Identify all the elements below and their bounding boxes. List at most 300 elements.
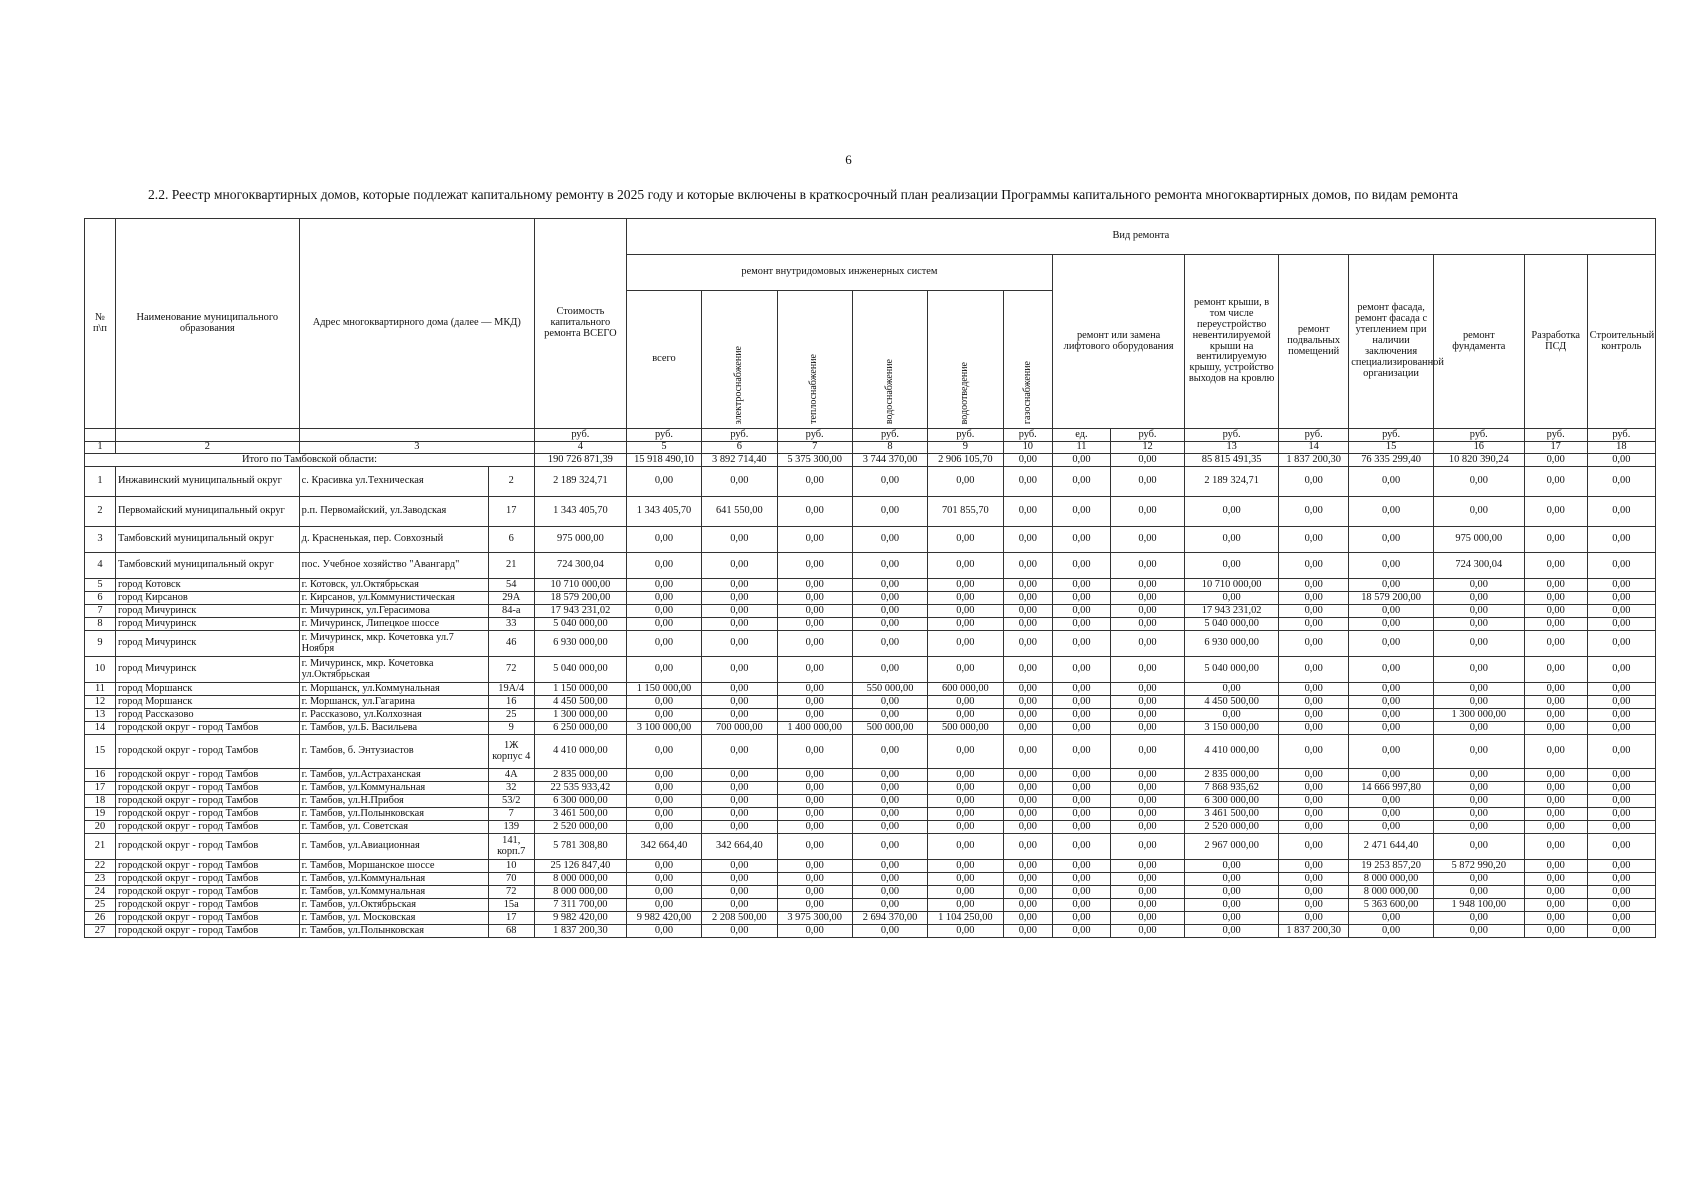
- value-cell: 0,00: [1524, 709, 1587, 722]
- row-number: 27: [85, 925, 116, 938]
- table-row: [85, 782, 1656, 795]
- unit-label: руб.: [534, 429, 626, 442]
- value-cell: 0,00: [1185, 683, 1279, 696]
- value-cell: 0,00: [1587, 899, 1655, 912]
- house-number-cell: 2: [488, 467, 534, 497]
- value-cell: 9 982 420,00: [626, 912, 701, 925]
- row-number: 2: [85, 497, 116, 527]
- value-cell: 0,00: [1003, 769, 1053, 782]
- table-row: [85, 709, 1656, 722]
- value-cell: 0,00: [1110, 579, 1184, 592]
- address-cell: г. Мичуринск, ул.Герасимова: [299, 605, 488, 618]
- municipality-cell: Тамбовский муниципальный округ: [115, 527, 299, 553]
- value-cell: 0,00: [1587, 808, 1655, 821]
- value-cell: 0,00: [702, 709, 777, 722]
- value-cell: 0,00: [626, 735, 701, 769]
- row-number: 10: [85, 657, 116, 683]
- municipality-cell: городской округ - город Тамбов: [115, 735, 299, 769]
- header-facade: ремонт фасада, ремонт фасада с утеплением при наличии заключения специализированной организации: [1349, 255, 1434, 429]
- registry-table: [84, 218, 1656, 938]
- value-cell: 0,00: [1349, 912, 1434, 925]
- municipality-cell: Первомайский муниципальный округ: [115, 497, 299, 527]
- value-cell: 0,00: [928, 808, 1003, 821]
- house-number-cell: 17: [488, 497, 534, 527]
- table-row: [85, 657, 1656, 683]
- municipality-cell: Инжавинский муниципальный округ: [115, 467, 299, 497]
- value-cell: 0,00: [777, 808, 852, 821]
- value-cell: 0,00: [928, 592, 1003, 605]
- value-cell: 0,00: [928, 618, 1003, 631]
- value-cell: 0,00: [1110, 782, 1184, 795]
- row-number: 13: [85, 709, 116, 722]
- value-cell: 0,00: [1349, 618, 1434, 631]
- unit-label: руб.: [1349, 429, 1434, 442]
- value-cell: 0,00: [626, 709, 701, 722]
- value-cell: 0,00: [1279, 618, 1349, 631]
- column-number: 10: [1003, 442, 1053, 454]
- value-cell: 0,00: [1349, 657, 1434, 683]
- value-cell: 0,00: [1587, 527, 1655, 553]
- header-lift: ремонт или замена лифтового оборудования: [1053, 255, 1185, 429]
- unit-label: руб.: [852, 429, 927, 442]
- row-number: 19: [85, 808, 116, 821]
- column-number: 6: [702, 442, 777, 454]
- municipality-cell: город Мичуринск: [115, 605, 299, 618]
- value-cell: 0,00: [1349, 769, 1434, 782]
- municipality-cell: город Мичуринск: [115, 618, 299, 631]
- value-cell: 0,00: [1110, 860, 1184, 873]
- total-value: 15 918 490,10: [626, 454, 701, 467]
- value-cell: 0,00: [1433, 579, 1524, 592]
- value-cell: 4 410 000,00: [1185, 735, 1279, 769]
- value-cell: 0,00: [1349, 795, 1434, 808]
- value-cell: 0,00: [852, 592, 927, 605]
- value-cell: 0,00: [1279, 873, 1349, 886]
- address-cell: г. Тамбов, ул.Полынковская: [299, 808, 488, 821]
- unit-label: руб.: [1279, 429, 1349, 442]
- row-number: 20: [85, 821, 116, 834]
- value-cell: 6 930 000,00: [534, 631, 626, 657]
- house-number-cell: 1Ж корпус 4: [488, 735, 534, 769]
- value-cell: 0,00: [1185, 592, 1279, 605]
- value-cell: 0,00: [928, 709, 1003, 722]
- value-cell: 0,00: [1110, 925, 1184, 938]
- value-cell: 0,00: [1003, 886, 1053, 899]
- units-row: [85, 429, 1656, 442]
- value-cell: 0,00: [1524, 618, 1587, 631]
- total-value: 0,00: [1587, 454, 1655, 467]
- header-electro: электроснабжение: [702, 291, 777, 429]
- value-cell: 2 189 324,71: [1185, 467, 1279, 497]
- value-cell: 0,00: [626, 618, 701, 631]
- value-cell: 700 000,00: [702, 722, 777, 735]
- value-cell: 0,00: [1349, 709, 1434, 722]
- total-value: 76 335 299,40: [1349, 454, 1434, 467]
- value-cell: 0,00: [1003, 860, 1053, 873]
- row-number: 15: [85, 735, 116, 769]
- value-cell: 0,00: [1587, 631, 1655, 657]
- value-cell: 0,00: [1433, 795, 1524, 808]
- row-number: 5: [85, 579, 116, 592]
- total-value: 3 744 370,00: [852, 454, 927, 467]
- value-cell: 0,00: [1587, 553, 1655, 579]
- column-number: 11: [1053, 442, 1111, 454]
- table-row: [85, 886, 1656, 899]
- value-cell: 0,00: [1349, 497, 1434, 527]
- value-cell: 0,00: [852, 782, 927, 795]
- header-basement: ремонт подвальных помещений: [1279, 255, 1349, 429]
- total-value: 0,00: [1053, 454, 1111, 467]
- unit-label: руб.: [626, 429, 701, 442]
- total-value: 0,00: [1003, 454, 1053, 467]
- value-cell: 0,00: [1003, 821, 1053, 834]
- value-cell: 0,00: [777, 782, 852, 795]
- value-cell: 4 410 000,00: [534, 735, 626, 769]
- value-cell: 0,00: [1524, 899, 1587, 912]
- header-drain: водоотведение: [928, 291, 1003, 429]
- value-cell: 0,00: [626, 925, 701, 938]
- value-cell: 0,00: [1110, 709, 1184, 722]
- value-cell: 0,00: [626, 657, 701, 683]
- value-cell: 1 837 200,30: [1279, 925, 1349, 938]
- value-cell: 0,00: [1003, 605, 1053, 618]
- value-cell: 0,00: [1053, 497, 1111, 527]
- value-cell: 0,00: [1524, 886, 1587, 899]
- address-cell: г. Тамбов, ул.Авиационная: [299, 834, 488, 860]
- value-cell: 0,00: [1433, 834, 1524, 860]
- row-number: 1: [85, 467, 116, 497]
- value-cell: 0,00: [1053, 709, 1111, 722]
- value-cell: 0,00: [1053, 808, 1111, 821]
- value-cell: 3 461 500,00: [534, 808, 626, 821]
- value-cell: 0,00: [1433, 821, 1524, 834]
- column-number: 13: [1185, 442, 1279, 454]
- value-cell: 0,00: [852, 886, 927, 899]
- value-cell: 0,00: [1279, 795, 1349, 808]
- value-cell: 0,00: [1349, 821, 1434, 834]
- total-row: [85, 454, 1656, 467]
- value-cell: 0,00: [1433, 605, 1524, 618]
- value-cell: 8 000 000,00: [534, 873, 626, 886]
- value-cell: 0,00: [852, 899, 927, 912]
- value-cell: 0,00: [1587, 657, 1655, 683]
- column-numbers-row: [85, 442, 1656, 454]
- value-cell: 0,00: [1587, 782, 1655, 795]
- value-cell: 0,00: [1587, 769, 1655, 782]
- row-number: 4: [85, 553, 116, 579]
- value-cell: 0,00: [777, 769, 852, 782]
- municipality-cell: городской округ - город Тамбов: [115, 860, 299, 873]
- address-cell: р.п. Первомайский, ул.Заводская: [299, 497, 488, 527]
- value-cell: 0,00: [1003, 735, 1053, 769]
- value-cell: 0,00: [852, 631, 927, 657]
- value-cell: 0,00: [1279, 769, 1349, 782]
- value-cell: 0,00: [1279, 467, 1349, 497]
- value-cell: 0,00: [852, 735, 927, 769]
- value-cell: 0,00: [702, 899, 777, 912]
- value-cell: 0,00: [1524, 553, 1587, 579]
- value-cell: 0,00: [777, 925, 852, 938]
- table-row: [85, 631, 1656, 657]
- house-number-cell: 17: [488, 912, 534, 925]
- value-cell: 0,00: [702, 527, 777, 553]
- value-cell: 0,00: [702, 873, 777, 886]
- house-number-cell: 10: [488, 860, 534, 873]
- value-cell: 0,00: [1279, 735, 1349, 769]
- value-cell: 0,00: [1279, 709, 1349, 722]
- value-cell: 0,00: [852, 467, 927, 497]
- value-cell: 0,00: [1110, 808, 1184, 821]
- header-address: Адрес многоквартирного дома (далее — МКД): [299, 219, 534, 429]
- value-cell: 342 664,40: [626, 834, 701, 860]
- address-cell: г. Тамбов, ул.Коммунальная: [299, 782, 488, 795]
- value-cell: 0,00: [1349, 808, 1434, 821]
- value-cell: 0,00: [626, 899, 701, 912]
- value-cell: 0,00: [1587, 886, 1655, 899]
- value-cell: 0,00: [1053, 696, 1111, 709]
- value-cell: 0,00: [626, 821, 701, 834]
- value-cell: 0,00: [1110, 886, 1184, 899]
- address-cell: пос. Учебное хозяйство "Авангард": [299, 553, 488, 579]
- value-cell: 0,00: [1110, 618, 1184, 631]
- municipality-cell: городской округ - город Тамбов: [115, 769, 299, 782]
- total-value: 5 375 300,00: [777, 454, 852, 467]
- value-cell: 2 835 000,00: [534, 769, 626, 782]
- value-cell: 0,00: [1279, 860, 1349, 873]
- municipality-cell: город Котовск: [115, 579, 299, 592]
- value-cell: 0,00: [1003, 899, 1053, 912]
- column-number: 12: [1110, 442, 1184, 454]
- value-cell: 0,00: [1279, 579, 1349, 592]
- value-cell: 0,00: [1003, 722, 1053, 735]
- value-cell: 17 943 231,02: [1185, 605, 1279, 618]
- value-cell: 6 300 000,00: [1185, 795, 1279, 808]
- value-cell: 0,00: [928, 605, 1003, 618]
- value-cell: 0,00: [1185, 925, 1279, 938]
- row-number: 24: [85, 886, 116, 899]
- value-cell: 0,00: [1349, 467, 1434, 497]
- value-cell: 0,00: [1433, 618, 1524, 631]
- address-cell: г. Мичуринск, мкр. Кочетовка ул.7 Ноября: [299, 631, 488, 657]
- value-cell: 5 363 600,00: [1349, 899, 1434, 912]
- value-cell: 0,00: [1587, 912, 1655, 925]
- municipality-cell: город Кирсанов: [115, 592, 299, 605]
- value-cell: 0,00: [702, 821, 777, 834]
- value-cell: 0,00: [1524, 873, 1587, 886]
- value-cell: 0,00: [626, 553, 701, 579]
- value-cell: 0,00: [626, 592, 701, 605]
- value-cell: 0,00: [1185, 497, 1279, 527]
- value-cell: 0,00: [702, 782, 777, 795]
- value-cell: 0,00: [702, 579, 777, 592]
- municipality-cell: город Моршанск: [115, 683, 299, 696]
- address-cell: г. Тамбов, ул.Октябрьская: [299, 899, 488, 912]
- value-cell: 0,00: [1349, 683, 1434, 696]
- value-cell: 0,00: [928, 527, 1003, 553]
- value-cell: 0,00: [777, 683, 852, 696]
- value-cell: 0,00: [1053, 769, 1111, 782]
- value-cell: 0,00: [1003, 696, 1053, 709]
- table-row: [85, 553, 1656, 579]
- value-cell: 0,00: [1003, 467, 1053, 497]
- value-cell: 19 253 857,20: [1349, 860, 1434, 873]
- table-row: [85, 605, 1656, 618]
- address-cell: г. Мичуринск, мкр. Кочетовка ул.Октябрьская: [299, 657, 488, 683]
- value-cell: 0,00: [1433, 769, 1524, 782]
- value-cell: 0,00: [1524, 925, 1587, 938]
- house-number-cell: 32: [488, 782, 534, 795]
- value-cell: 975 000,00: [534, 527, 626, 553]
- value-cell: 0,00: [928, 579, 1003, 592]
- value-cell: 0,00: [1349, 722, 1434, 735]
- value-cell: 0,00: [1349, 925, 1434, 938]
- value-cell: 0,00: [626, 527, 701, 553]
- value-cell: 2 189 324,71: [534, 467, 626, 497]
- value-cell: 0,00: [1524, 579, 1587, 592]
- table-row: [85, 618, 1656, 631]
- value-cell: 0,00: [1279, 683, 1349, 696]
- value-cell: 0,00: [1587, 873, 1655, 886]
- value-cell: 0,00: [1279, 553, 1349, 579]
- value-cell: 0,00: [1349, 605, 1434, 618]
- address-cell: г. Тамбов, ул.Б. Васильева: [299, 722, 488, 735]
- value-cell: 0,00: [777, 899, 852, 912]
- value-cell: 0,00: [1053, 592, 1111, 605]
- house-number-cell: 53/2: [488, 795, 534, 808]
- value-cell: 0,00: [777, 834, 852, 860]
- house-number-cell: 25: [488, 709, 534, 722]
- value-cell: 724 300,04: [1433, 553, 1524, 579]
- value-cell: 0,00: [1003, 808, 1053, 821]
- value-cell: 5 040 000,00: [534, 657, 626, 683]
- value-cell: 0,00: [777, 467, 852, 497]
- value-cell: 0,00: [1110, 735, 1184, 769]
- value-cell: 0,00: [1185, 527, 1279, 553]
- value-cell: 5 040 000,00: [534, 618, 626, 631]
- value-cell: 0,00: [1053, 834, 1111, 860]
- row-number: 3: [85, 527, 116, 553]
- value-cell: 0,00: [1587, 860, 1655, 873]
- value-cell: 9 982 420,00: [534, 912, 626, 925]
- value-cell: 0,00: [1110, 912, 1184, 925]
- value-cell: 0,00: [1053, 899, 1111, 912]
- house-number-cell: 141, корп.7: [488, 834, 534, 860]
- address-cell: г. Тамбов, ул.Коммунальная: [299, 886, 488, 899]
- value-cell: 0,00: [702, 860, 777, 873]
- header-psd: Разработка ПСД: [1524, 255, 1587, 429]
- value-cell: 0,00: [1433, 782, 1524, 795]
- value-cell: 0,00: [1587, 497, 1655, 527]
- value-cell: 0,00: [1524, 605, 1587, 618]
- table-row: [85, 912, 1656, 925]
- value-cell: 0,00: [928, 782, 1003, 795]
- value-cell: 0,00: [852, 579, 927, 592]
- value-cell: 0,00: [702, 605, 777, 618]
- value-cell: 0,00: [1053, 683, 1111, 696]
- value-cell: 0,00: [626, 808, 701, 821]
- municipality-cell: городской округ - город Тамбов: [115, 886, 299, 899]
- value-cell: 0,00: [928, 834, 1003, 860]
- value-cell: 0,00: [852, 497, 927, 527]
- value-cell: 3 461 500,00: [1185, 808, 1279, 821]
- value-cell: 0,00: [1053, 735, 1111, 769]
- value-cell: 0,00: [1433, 925, 1524, 938]
- value-cell: 1 948 100,00: [1433, 899, 1524, 912]
- value-cell: 0,00: [1279, 592, 1349, 605]
- value-cell: 0,00: [852, 657, 927, 683]
- value-cell: 0,00: [1349, 631, 1434, 657]
- total-value: 2 906 105,70: [928, 454, 1003, 467]
- value-cell: 0,00: [1433, 683, 1524, 696]
- value-cell: 0,00: [1003, 709, 1053, 722]
- address-cell: г. Котовск, ул.Октябрьская: [299, 579, 488, 592]
- value-cell: 0,00: [1053, 821, 1111, 834]
- value-cell: 0,00: [928, 467, 1003, 497]
- table-row: [85, 683, 1656, 696]
- header-water: водоснабжение: [852, 291, 927, 429]
- table-row: [85, 592, 1656, 605]
- value-cell: 0,00: [1110, 467, 1184, 497]
- value-cell: 0,00: [777, 860, 852, 873]
- value-cell: 0,00: [1003, 657, 1053, 683]
- address-cell: д. Красненькая, пер. Совхозный: [299, 527, 488, 553]
- value-cell: 18 579 200,00: [534, 592, 626, 605]
- value-cell: 0,00: [1110, 631, 1184, 657]
- value-cell: 0,00: [852, 925, 927, 938]
- value-cell: 0,00: [1003, 579, 1053, 592]
- units-blank: [299, 429, 534, 442]
- value-cell: 6 930 000,00: [1185, 631, 1279, 657]
- address-cell: г. Тамбов, ул.Коммунальная: [299, 873, 488, 886]
- value-cell: 4 450 500,00: [534, 696, 626, 709]
- value-cell: 0,00: [1279, 657, 1349, 683]
- value-cell: 3 975 300,00: [777, 912, 852, 925]
- value-cell: 0,00: [777, 631, 852, 657]
- value-cell: 0,00: [1185, 709, 1279, 722]
- value-cell: 7 311 700,00: [534, 899, 626, 912]
- value-cell: 0,00: [777, 553, 852, 579]
- address-cell: г. Тамбов, ул.Астраханская: [299, 769, 488, 782]
- value-cell: 0,00: [1433, 696, 1524, 709]
- house-number-cell: 68: [488, 925, 534, 938]
- value-cell: 0,00: [1279, 782, 1349, 795]
- municipality-cell: городской округ - город Тамбов: [115, 873, 299, 886]
- value-cell: 0,00: [626, 605, 701, 618]
- address-cell: г. Тамбов, ул.Полынковская: [299, 925, 488, 938]
- value-cell: 0,00: [928, 769, 1003, 782]
- value-cell: 0,00: [626, 769, 701, 782]
- header-engineering: ремонт внутридомовых инженерных систем: [626, 255, 1052, 291]
- value-cell: 0,00: [1524, 592, 1587, 605]
- value-cell: 3 150 000,00: [1185, 722, 1279, 735]
- value-cell: 0,00: [702, 683, 777, 696]
- value-cell: 0,00: [852, 696, 927, 709]
- value-cell: 342 664,40: [702, 834, 777, 860]
- value-cell: 0,00: [702, 808, 777, 821]
- value-cell: 0,00: [1003, 618, 1053, 631]
- unit-label: руб.: [1003, 429, 1053, 442]
- value-cell: 0,00: [626, 467, 701, 497]
- value-cell: 0,00: [626, 886, 701, 899]
- value-cell: 0,00: [1110, 683, 1184, 696]
- header-heat: теплоснабжение: [777, 291, 852, 429]
- value-cell: 5 040 000,00: [1185, 618, 1279, 631]
- value-cell: 1 343 405,70: [534, 497, 626, 527]
- value-cell: 0,00: [1524, 834, 1587, 860]
- municipality-cell: Тамбовский муниципальный округ: [115, 553, 299, 579]
- column-number: 3: [299, 442, 534, 454]
- municipality-cell: городской округ - город Тамбов: [115, 925, 299, 938]
